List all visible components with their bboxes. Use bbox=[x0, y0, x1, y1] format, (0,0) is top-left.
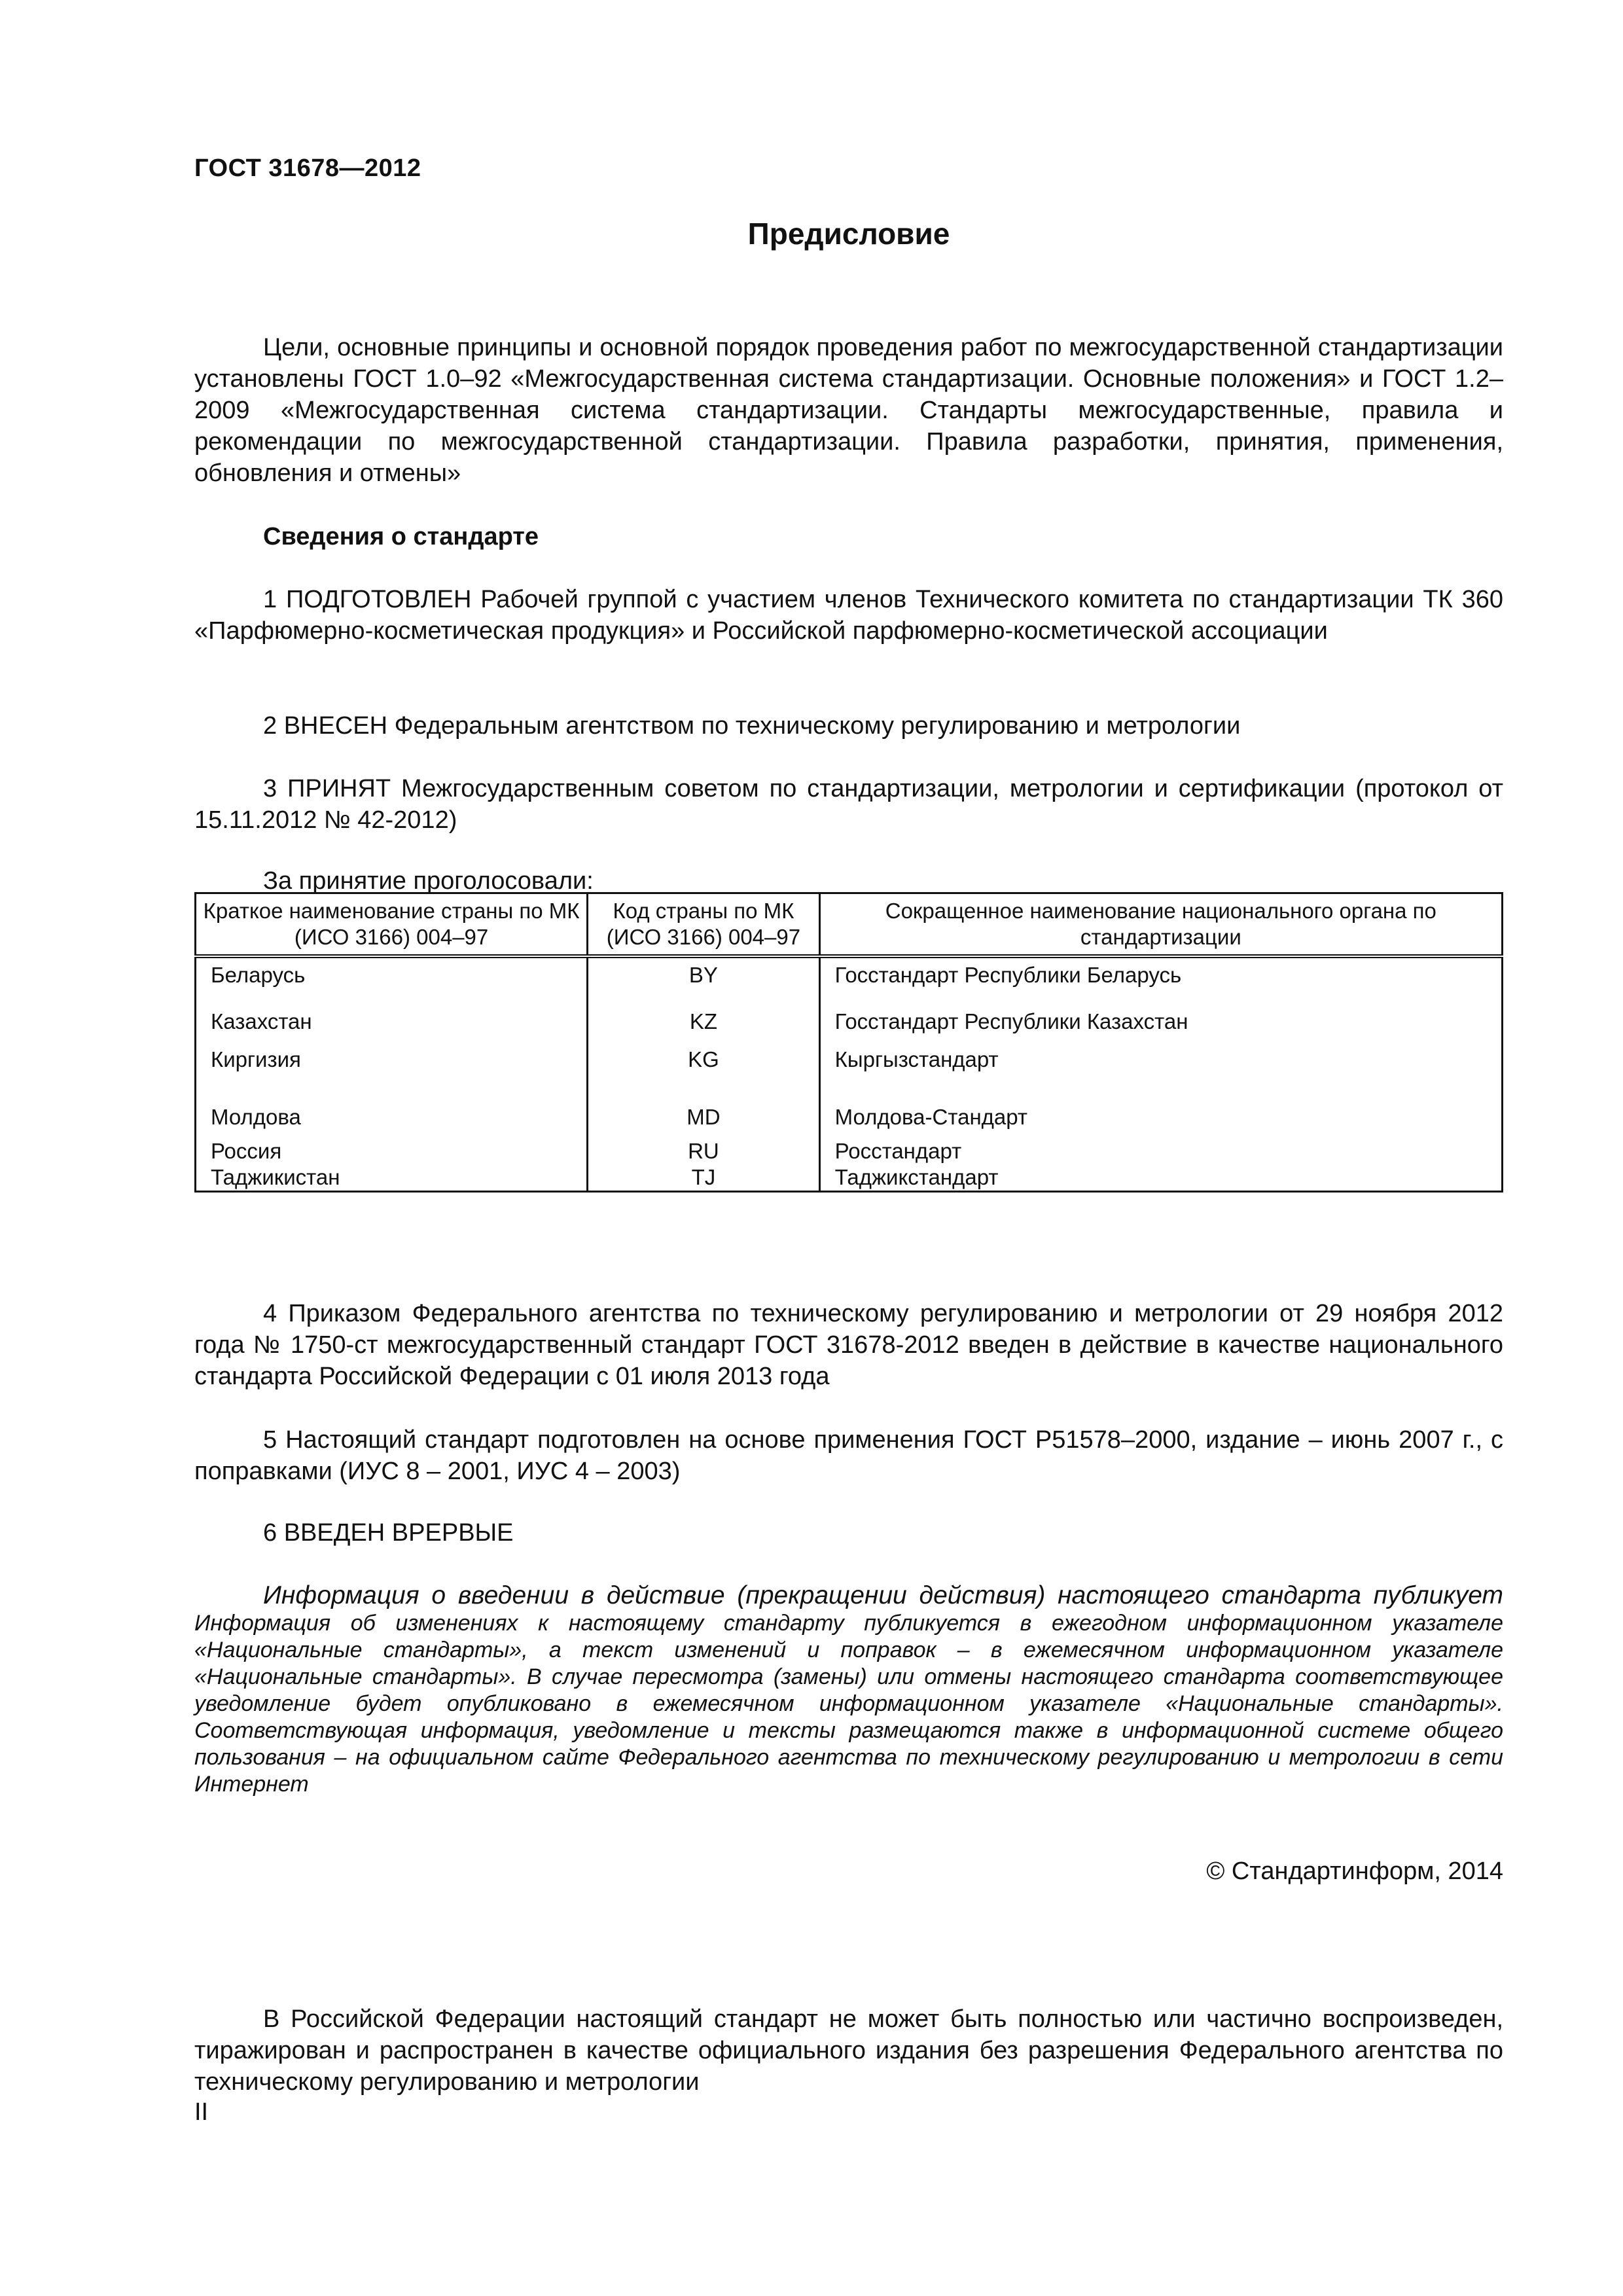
code-cell: RU bbox=[588, 1138, 819, 1164]
code-cell: KZ bbox=[588, 1009, 819, 1047]
country-cell: Киргизия bbox=[196, 1047, 588, 1104]
copyright-notice: © Стандартинформ, 2014 bbox=[1206, 1857, 1503, 1885]
national-body-cell: Госстандарт Республики Казахстан bbox=[819, 1009, 1502, 1047]
publication-info-body: Информация об изменениях к настоящему стандарту публикуется в ежегодном информационном указателе «Национальные стандарты», а текст изменений и поправок – в ежемесячном информационном указателе «Национальные стандарты». В случае пересмотра (замены) или отмены настоящего стандарта соответствующее уведомление будет опубликовано в ежемесячном информационном указателе «Национальные стандарты». Соответствующая информация, уведомление и тексты размещаются также в информационной системе общего пользования – на официальном сайте Федерального агентства по техническому регулированию и метрологии в сети Интернет bbox=[194, 1611, 1503, 1797]
header-national-body: Сокращенное наименование национального органа по стандартизации bbox=[819, 893, 1502, 957]
page-number: II bbox=[194, 2098, 209, 2126]
table-row bbox=[196, 1009, 1503, 1047]
section-heading: Сведения о стандарте bbox=[263, 523, 539, 550]
table-row bbox=[196, 956, 1503, 1009]
vote-intro: За принятие проголосовали: bbox=[263, 867, 594, 895]
item-3-paragraph: 3 ПРИНЯТ Межгосударственным советом по стандартизации, метрологии и сертификации (протокол от 15.11.2012 № 42-2012) bbox=[194, 775, 1503, 834]
item-6-paragraph: 6 ВВЕДЕН ВРЕРВЫЕ bbox=[263, 1519, 514, 1547]
country-cell: Таджикистан bbox=[196, 1164, 588, 1192]
document-page bbox=[194, 0, 1503, 2296]
table-row bbox=[196, 1138, 1503, 1164]
publication-info-paragraph bbox=[194, 1582, 1503, 1798]
table-row bbox=[196, 1164, 1503, 1192]
item-1-paragraph: 1 ПОДГОТОВЛЕН Рабочей группой с участием членов Технического комитета по стандартизации ТК 360 «Парфюмерно-косметическая продукция» и Российской парфюмерно-косметической ассоциации bbox=[194, 586, 1503, 645]
code-cell: TJ bbox=[588, 1164, 819, 1192]
national-body-cell: Росстандарт bbox=[819, 1138, 1502, 1164]
code-cell: BY bbox=[588, 956, 819, 1009]
header-code: Код страны по МК (ИСО 3166) 004–97 bbox=[588, 893, 819, 957]
national-body-cell: Таджикстандарт bbox=[819, 1164, 1502, 1192]
country-cell: Молдова bbox=[196, 1104, 588, 1138]
country-cell: Россия bbox=[196, 1138, 588, 1164]
item-2-paragraph: 2 ВНЕСЕН Федеральным агентством по техническому регулированию и метрологии bbox=[263, 712, 1241, 740]
countries-table bbox=[194, 892, 1503, 1193]
code-cell: MD bbox=[588, 1104, 819, 1138]
table-header-row bbox=[196, 893, 1503, 957]
national-body-cell: Госстандарт Республики Беларусь bbox=[819, 956, 1502, 1009]
intro-paragraph: Цели, основные принципы и основной порядок проведения работ по межгосударственной стандартизации установлены ГОСТ 1.0–92 «Межгосударственная система стандартизации. Основные положения» и ГОСТ 1.2–2009 «Межгосударственная система стандартизации. Стандарты межгосударственные, правила и рекомендации по межгосударственной стандартизации. Правила разработки, принятия, применения, обновления и отмены» bbox=[194, 334, 1503, 487]
page-title: Предисловие bbox=[747, 217, 950, 251]
header-country: Краткое наименование страны по МК (ИСО 3166) 004–97 bbox=[196, 893, 588, 957]
country-cell: Казахстан bbox=[196, 1009, 588, 1047]
table-row bbox=[196, 1047, 1503, 1104]
national-body-cell: Молдова-Стандарт bbox=[819, 1104, 1502, 1138]
document-designation: ГОСТ 31678—2012 bbox=[194, 154, 421, 182]
item-5-paragraph: 5 Настоящий стандарт подготовлен на основе применения ГОСТ Р51578–2000, издание – июнь 2007 г., с поправками (ИУС 8 – 2001, ИУС 4 – 2003) bbox=[194, 1426, 1503, 1485]
publication-info-lead: Информация о введении в действие (прекращении действия) настоящего стандарта публикует bbox=[263, 1581, 1503, 1609]
item-4-paragraph: 4 Приказом Федерального агентства по техническому регулированию и метрологии от 29 ноября 2012 года № 1750-ст межгосударственный стандарт ГОСТ 31678-2012 введен в действие в качестве национального стандарта Российской Федерации с 01 июля 2013 года bbox=[194, 1300, 1503, 1390]
code-cell: KG bbox=[588, 1047, 819, 1104]
country-cell: Беларусь bbox=[196, 956, 588, 1009]
table-row bbox=[196, 1104, 1503, 1138]
reproduction-notice: В Российской Федерации настоящий стандарт не может быть полностью или частично воспроизведен, тиражирован и распространен в качестве официального издания без разрешения Федерального агентства по техническому регулированию и метрологии bbox=[194, 2005, 1503, 2096]
national-body-cell: Кыргызстандарт bbox=[819, 1047, 1502, 1104]
